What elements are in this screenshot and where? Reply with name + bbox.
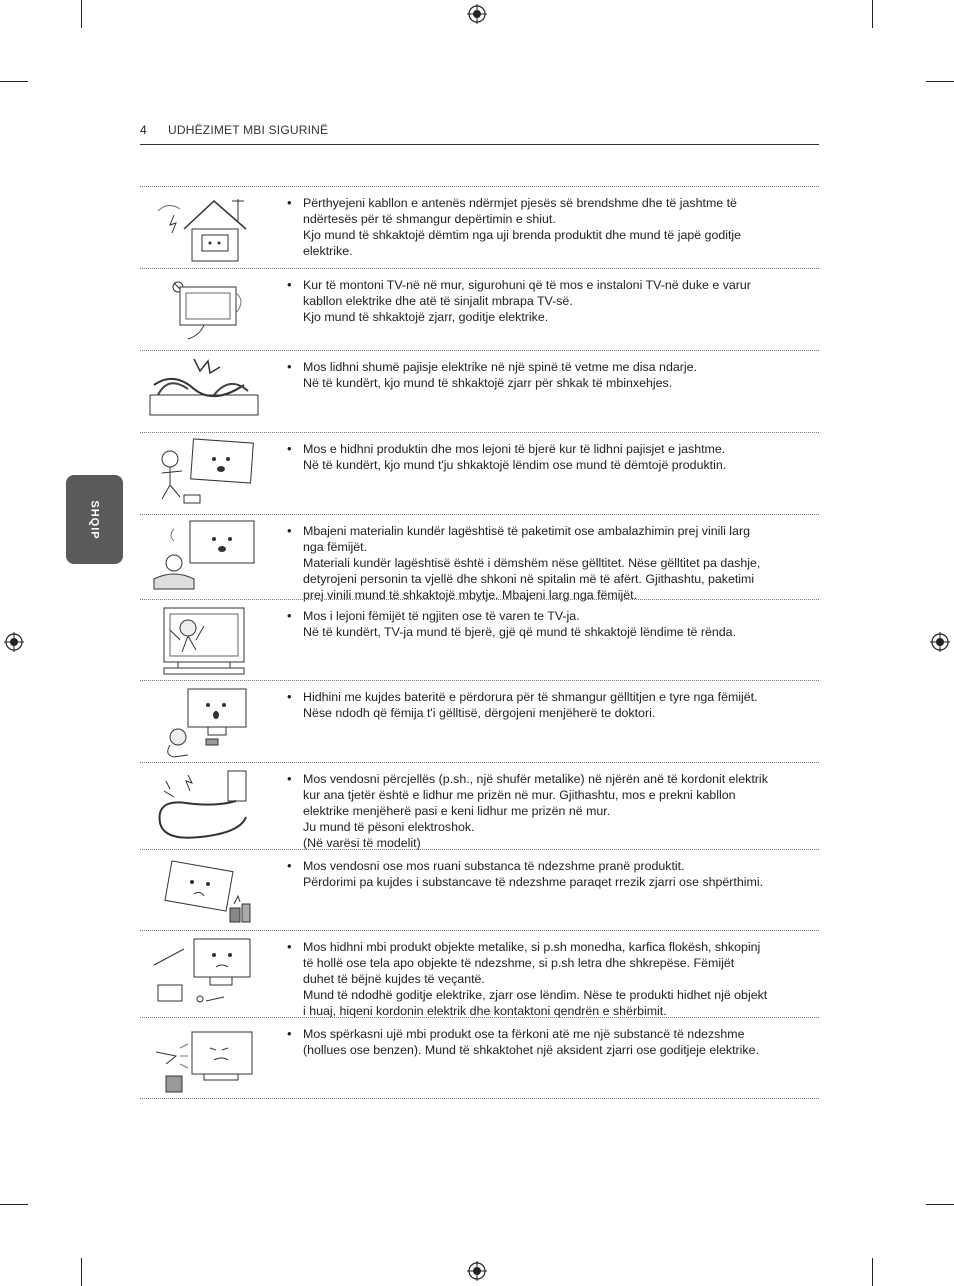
text-line: kur ana tjetër është e lidhur me prizën në mur. Gjithashtu, mos e prekni kabllon [303, 788, 736, 802]
child-battery-illustration-icon [140, 681, 260, 762]
text-line: Në të kundërt, kjo mund t'ju shkaktojë lëndim ose mund të dëmtojë produktin. [303, 458, 727, 472]
bullet-icon: • [287, 441, 292, 456]
text-line: Në të kundërt, TV-ja mund të bjerë, gjë që mund të shkaktojë lëndime të rënda. [303, 625, 737, 639]
safety-text [287, 433, 807, 514]
safety-text [287, 1018, 807, 1098]
safety-item [140, 849, 819, 930]
text-line: të hollë ose tela apo objekte të ndezshme, si p.sh letra dhe shkrepëse. Fëmijët [303, 956, 735, 970]
safety-item [140, 186, 819, 268]
safety-text [287, 681, 807, 762]
bullet-icon: • [287, 858, 292, 873]
safety-item [140, 514, 819, 602]
text-line: Ju mund të pësoni elektroshok. [303, 820, 475, 834]
text-line: Mos spërkasni ujë mbi produkt ose ta fërkoni atë me një substancë të ndezshme [303, 1027, 745, 1041]
bullet-icon: • [287, 771, 292, 786]
safety-text [287, 850, 807, 930]
spray-water-illustration-icon [140, 1018, 260, 1098]
safety-item [140, 930, 819, 1017]
registration-mark-icon [467, 4, 487, 24]
text-line: Nëse ndodh që fëmija t'i gëlltisë, dërgojeni menjëherë te doktori. [303, 706, 656, 720]
bullet-icon: • [287, 608, 292, 623]
safety-text [287, 187, 807, 268]
bullet-icon: • [287, 689, 292, 704]
text-line: Mos e hidhni produktin dhe mos lejoni të bjerë kur të lidhni pajisjet e jashtme. [303, 442, 726, 456]
text-line: prej vinili mund të shkaktojë mbytje. Mbajeni larg nga fëmijët. [303, 588, 638, 602]
text-line: elektrike menjëherë pasi e keni lidhur me prizën në mur. [303, 804, 611, 818]
text-line: (Në varësi të modelit) [303, 836, 421, 850]
text-line: Përthyejeni kabllon e antenës ndërmjet pjesës së brendshme dhe të jashtme të [303, 196, 737, 210]
metal-objects-illustration-icon [140, 931, 260, 1017]
text-line: Në të kundërt, kjo mund të shkaktojë zjarr për shkak të mbinxehjes. [303, 376, 673, 390]
safety-item [140, 762, 819, 849]
text-line: Materiali kundër lagështisë është i dëmshëm nëse gëlltitet. Nëse gëlltitet pa dashje, [303, 556, 761, 570]
bullet-icon: • [287, 523, 292, 538]
crop-mark [926, 81, 954, 82]
text-line: i huaj, hiqeni kordonin elektrik dhe kontaktoni qendrën e shërbimit. [303, 1004, 667, 1018]
safety-text [287, 515, 807, 602]
text-line: Kjo mund të shkaktojë zjarr, goditje elektrike. [303, 310, 549, 324]
text-line: ndërtesës për të shmangur depërtimin e shiut. [303, 212, 556, 226]
text-line: duhet të bëjnë kujdes të veçantë. [303, 972, 485, 986]
registration-mark-icon [467, 1261, 487, 1281]
child-plastic-bag-illustration-icon [140, 515, 260, 599]
language-tab-label: SHQIP [88, 499, 101, 540]
safety-item [140, 268, 819, 350]
safety-text [287, 931, 807, 1017]
flammable-substances-illustration-icon [140, 850, 260, 930]
text-line: Përdorimi pa kujdes i substancave të ndezshme paraqet rrezik zjarri ose shpërthimi. [303, 875, 764, 889]
wall-mount-cable-illustration-icon [140, 269, 260, 350]
safety-item [140, 599, 819, 680]
crop-mark [926, 1204, 954, 1205]
safety-item [140, 432, 819, 514]
text-line: Mbajeni materialin kundër lagështisë të paketimit ose ambalazhimin prej vinili larg [303, 524, 750, 538]
safety-text [287, 351, 807, 432]
text-line: Kur të montoni TV-në në mur, sigurohuni që të mos e instaloni TV-në duke e varur [303, 278, 751, 292]
text-line: (hollues ose benzen). Mund të shkaktohet një aksident zjarri ose goditjeje elektrike. [303, 1043, 759, 1057]
header-divider [140, 144, 819, 145]
text-line: Mos vendosni përcjellës (p.sh., një shufër metalike) në njërën anë të kordonit elektrik [303, 772, 768, 786]
language-tab [66, 475, 123, 564]
bullet-icon: • [287, 359, 292, 374]
crop-mark [872, 0, 873, 28]
bullet-icon: • [287, 277, 292, 292]
safety-item [140, 350, 819, 432]
text-line: detyrojeni personin ta vjellë dhe shkoni në spitalin më të afërt. Gjithashtu, paketimi [303, 572, 755, 586]
text-line: elektrike. [303, 244, 353, 258]
text-line: Mos hidhni mbi produkt objekte metalike, si p.sh monedha, karfica flokësh, shkopinj [303, 940, 761, 954]
safety-list [140, 186, 819, 1099]
crop-mark [0, 1204, 28, 1205]
text-line: nga fëmijët. [303, 540, 368, 554]
child-climbing-tv-illustration-icon [140, 600, 260, 680]
safety-text [287, 600, 807, 680]
registration-mark-icon [4, 632, 24, 652]
crop-mark [872, 1258, 873, 1286]
crop-mark [0, 81, 28, 82]
plug-hairpin-illustration-icon [140, 763, 260, 849]
crop-mark [81, 0, 82, 28]
safety-text [287, 763, 807, 849]
bullet-icon: • [287, 195, 292, 210]
house-antenna-illustration-icon [140, 187, 260, 268]
bullet-icon: • [287, 1026, 292, 1041]
registration-mark-icon [930, 632, 950, 652]
page-number: 4 [140, 123, 147, 137]
crop-mark [81, 1258, 82, 1286]
text-line: Mos i lejoni fëmijët të ngjiten ose të varen te TV-ja. [303, 609, 580, 623]
overloaded-outlet-illustration-icon [140, 351, 260, 432]
bullet-icon: • [287, 939, 292, 954]
safety-text [287, 269, 807, 350]
text-line: Mos vendosni ose mos ruani substanca të ndezshme pranë produktit. [303, 859, 685, 873]
safety-item [140, 680, 819, 762]
text-line: kabllon elektrike dhe atë të sinjalit mbrapa TV-së. [303, 294, 573, 308]
page-title: UDHËZIMET MBI SIGURINË [168, 123, 329, 137]
text-line: Mund të ndodhë goditje elektrike, zjarr ose lëndim. Nëse te produkti hidhet një objekt [303, 988, 768, 1002]
text-line: Mos lidhni shumë pajisje elektrike në një spinë të vetme me disa ndarje. [303, 360, 697, 374]
tv-falling-illustration-icon [140, 433, 260, 514]
text-line: Hidhini me kujdes bateritë e përdorura për të shmangur gëlltitjen e tyre nga fëmijët. [303, 690, 758, 704]
text-line: Kjo mund të shkaktojë dëmtim nga uji brenda produktit dhe mund të japë goditje [303, 228, 742, 242]
safety-item [140, 1017, 819, 1099]
